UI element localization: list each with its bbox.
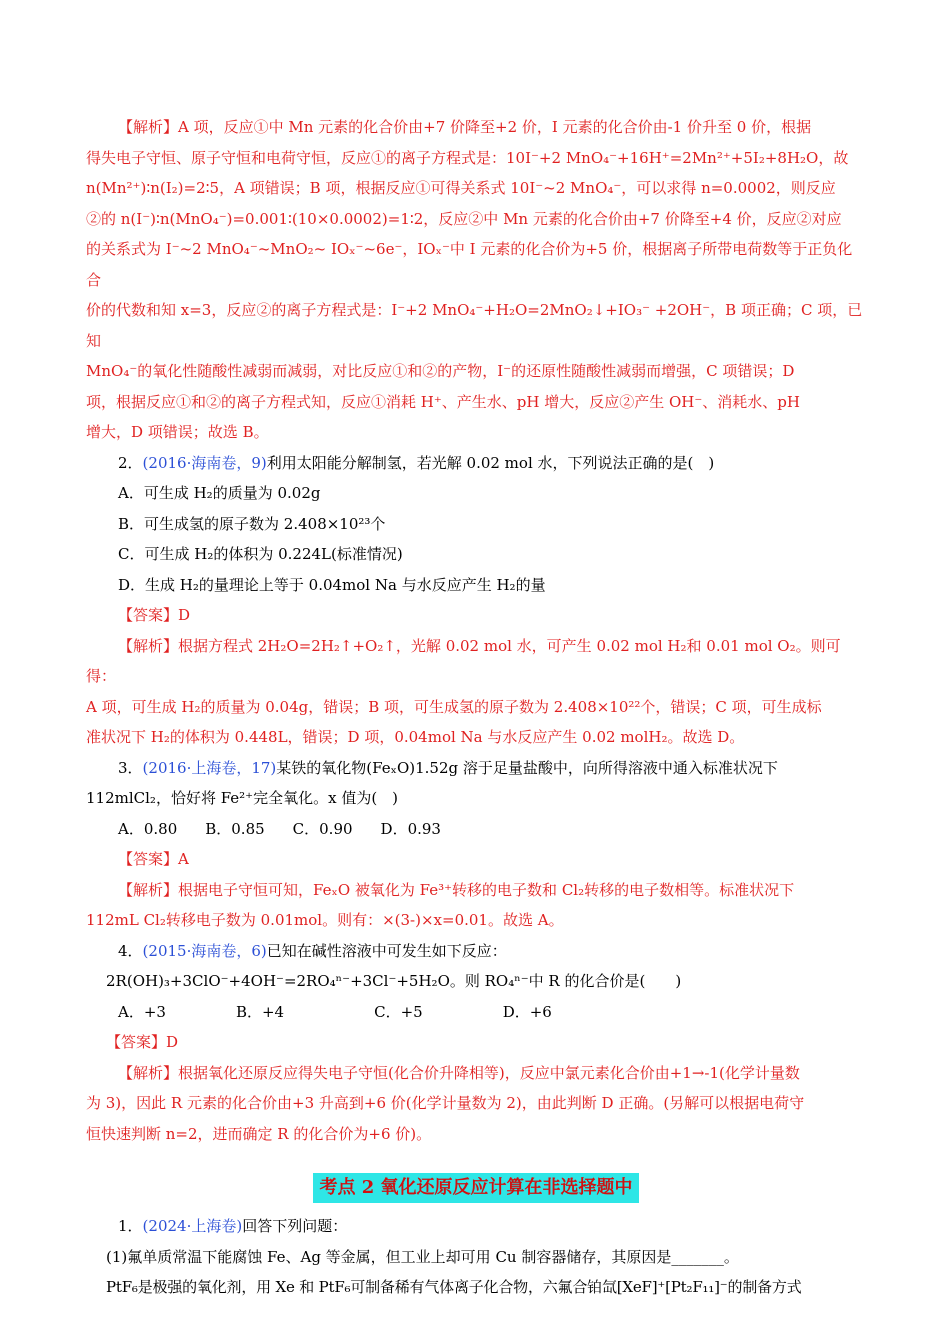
analysis-line: 得失电子守恒、原子守恒和电荷守恒，反应①的离子方程式是：10I⁻+2 MnO₄⁻+16H⁺=2Mn²⁺+5I₂+8H₂O，故	[86, 148, 849, 167]
question-3	[86, 753, 866, 936]
analysis-line: MnO₄⁻的氧化性随酸性减弱而减弱，对比反应①和②的产物，I⁻的还原性随酸性减弱而增强，C 项错误；D	[86, 362, 795, 380]
option-d: D．+6	[502, 1002, 552, 1021]
analysis-line: n(Mn²⁺)∶n(I₂)=2∶5，A 项错误；B 项，根据反应①可得关系式 10I⁻~2 MnO₄⁻，可以求得 n=0.0002，则反应	[86, 179, 836, 197]
analysis-line: 【解析】根据电子守恒可知，FeₓO 被氧化为 Fe³⁺转移的电子数和 Cl₂转移的电子数相等。标准状况下	[118, 880, 795, 899]
analysis-line: 恒快速判断 n=2，进而确定 R 的化合价为+6 价)。	[86, 1124, 432, 1143]
question-stem	[86, 753, 866, 784]
analysis-line: 为 3)，因此 R 元素的化合价由+3 升高到+6 价(化学计量数为 2)，由此判断 D 正确。(另解可以根据电荷守	[86, 1094, 805, 1112]
question-2	[86, 448, 866, 753]
analysis-line: 【解析】A 项，反应①中 Mn 元素的化合价由+7 价降至+2 价，I 元素的化合价由-1 价升至 0 价，根据	[118, 118, 812, 136]
question-part-1: (1)氟单质常温下能腐蚀 Fe、Ag 等金属，但工业上却可用 Cu 制容器储存，其原因是_______。	[106, 1247, 739, 1266]
option-b: B．可生成氢的原子数为 2.408×10²³个	[118, 514, 386, 533]
analysis-line: 的关系式为 I⁻~2 MnO₄⁻~MnO₂~ IOₓ⁻~6e⁻，IOₓ⁻中 I 元素的化合价为+5 价，根据离子所带电荷数等于正负化合	[86, 240, 853, 289]
question-number: 1．	[118, 1217, 143, 1235]
option-c: C．可生成 H₂的体积为 0.224L(标准情况)	[118, 545, 403, 563]
question-text: 利用太阳能分解制氢，若光解 0.02 mol 水，下列说法正确的是( )	[266, 453, 715, 472]
question-text: 某铁的氧化物(FeₓO)1.52g 溶于足量盐酸中，向所得溶液中通入标准状况下	[276, 758, 778, 777]
analysis-line: 增大，D 项错误；故选 B。	[86, 423, 269, 441]
equation: 2R(OH)₃+3ClO⁻+4OH⁻=2RO₄ⁿ⁻+3Cl⁻+5H₂O。则 RO₄ⁿ⁻中 R 的化合价是( )	[106, 972, 682, 990]
question-number: 3．	[118, 758, 143, 777]
section-heading-wrap	[86, 1173, 866, 1203]
options-row	[86, 814, 866, 845]
question-source: (2016·海南卷，9)	[142, 453, 267, 472]
question-source: (2024·上海卷)	[142, 1217, 243, 1235]
analysis-line: 准状况下 H₂的体积为 0.448L，错误；D 项，0.04mol Na 与水反应产生 0.02 molH₂。故选 D。	[86, 728, 745, 746]
question-4	[86, 936, 866, 1150]
option-c: C．0.90	[292, 819, 353, 838]
option-b: B．+4	[235, 1002, 285, 1021]
analysis-line: 【解析】根据方程式 2H₂O=2H₂↑+O₂↑，光解 0.02 mol 水，可产生 0.02 mol H₂和 0.01 mol O₂。则可得：	[86, 636, 841, 685]
option-d: D．生成 H₂的量理论上等于 0.04mol Na 与水反应产生 H₂的量	[118, 575, 546, 594]
question-part-2: PtF₆是极强的氧化剂，用 Xe 和 PtF₆可制备稀有气体离子化合物，六氟合铂氙[XeF]⁺[Pt₂F₁₁]⁻的制备方式	[106, 1278, 802, 1296]
option-a: A．0.80	[118, 819, 178, 838]
analysis-line: 项，根据反应①和②的离子方程式知，反应①消耗 H⁺、产生水、pH 增大，反应②产生 OH⁻、消耗水、pH	[86, 392, 800, 411]
question-stem	[86, 936, 866, 967]
question-text: 回答下列问题：	[242, 1217, 348, 1235]
analysis-q1	[86, 112, 866, 448]
option-c: C．+5	[374, 1002, 423, 1021]
question-number: 2．	[118, 453, 143, 472]
analysis-line: 【解析】根据氧化还原反应得失电子守恒(化合价升降相等)，反应中氯元素化合价由+1→-1(化学计量数	[118, 1063, 800, 1082]
answer: 【答案】D	[106, 1033, 179, 1051]
analysis-line: A 项，可生成 H₂的质量为 0.04g，错误；B 项，可生成氢的原子数为 2.408×10²²个，错误；C 项，可生成标	[86, 697, 822, 716]
question-text-cont: 112mlCl₂，恰好将 Fe²⁺完全氧化。x 值为( )	[86, 789, 399, 807]
analysis-line: 112mL Cl₂转移电子数为 0.01mol。则有：×(3-)×x=0.01。故选 A。	[86, 911, 564, 929]
section-heading: 考点 2 氧化还原反应计算在非选择题中	[313, 1173, 638, 1203]
question-source: (2015·海南卷，6)	[142, 941, 267, 960]
option-d: D．0.93	[380, 819, 441, 838]
question-stem	[86, 1211, 866, 1242]
analysis-line: 价的代数和知 x=3，反应②的离子方程式是：I⁻+2 MnO₄⁻+H₂O=2MnO₂↓+IO₃⁻ +2OH⁻，B 项正确；C 项，已知	[86, 301, 863, 350]
analysis-line: ②的 n(I⁻)∶n(MnO₄⁻)=0.001∶(10×0.0002)=1∶2，反应②中 Mn 元素的化合价由+7 价降至+4 价，反应②对应	[86, 209, 842, 228]
question-number: 4．	[118, 941, 143, 960]
options-row	[86, 997, 866, 1028]
answer: 【答案】A	[118, 850, 189, 868]
option-b: B．0.85	[205, 819, 265, 838]
question-text: 已知在碱性溶液中可发生如下反应：	[266, 941, 507, 960]
question-source: (2016·上海卷，17)	[142, 758, 277, 777]
document-page	[86, 112, 866, 1303]
answer: 【答案】D	[118, 606, 191, 624]
option-a: A．可生成 H₂的质量为 0.02g	[118, 484, 321, 502]
question-5	[86, 1211, 866, 1303]
option-a: A．+3	[118, 1002, 166, 1021]
question-stem	[86, 448, 866, 479]
